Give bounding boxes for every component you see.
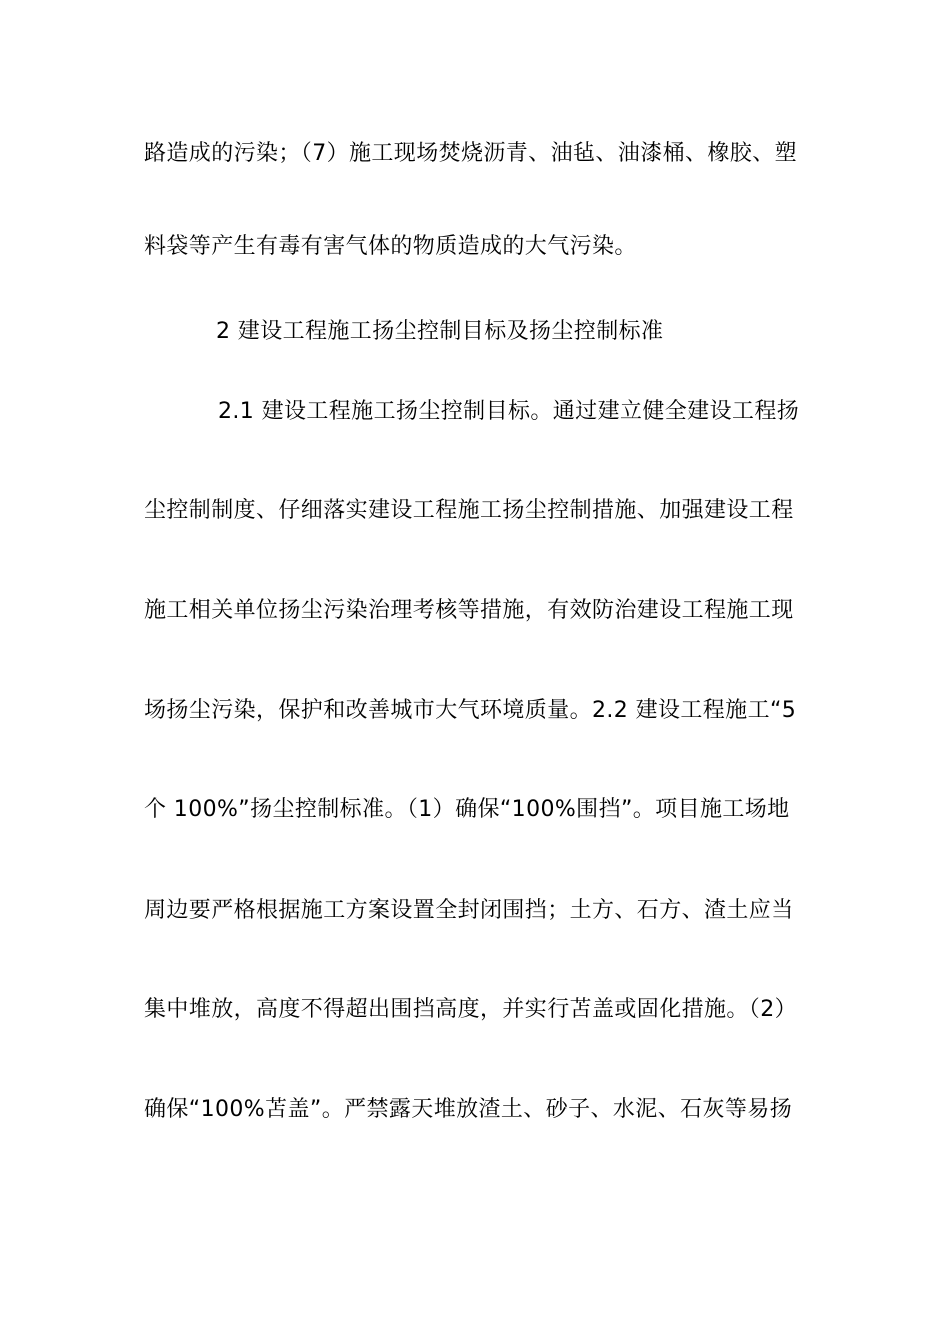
paragraph-line-7: 个 100%”扬尘控制标准。（1）确保“100%围挡”。项目施工场地 bbox=[144, 797, 790, 822]
paragraph-line-9: 集中堆放，高度不得超出围挡高度，并实行苫盖或固化措施。（2） bbox=[144, 997, 797, 1022]
paragraph-line-3: 2.1 建设工程施工扬尘控制目标。通过建立健全建设工程扬 bbox=[218, 399, 800, 424]
paragraph-line-5: 施工相关单位扬尘污染治理考核等措施，有效防治建设工程施工现 bbox=[144, 598, 794, 623]
paragraph-line-1: 路造成的污染；（7）施工现场焚烧沥青、油毡、油漆桶、橡胶、塑 bbox=[144, 141, 797, 166]
paragraph-line-2: 料袋等产生有毒有害气体的物质造成的大气污染。 bbox=[144, 234, 637, 259]
paragraph-line-6: 场扬尘污染，保护和改善城市大气环境质量。2.2 建设工程施工“5 bbox=[144, 698, 797, 723]
paragraph-line-10: 确保“100%苫盖”。严禁露天堆放渣土、砂子、水泥、石灰等易扬 bbox=[144, 1097, 793, 1122]
paragraph-line-8: 周边要严格根据施工方案设置全封闭围挡；土方、石方、渣土应当 bbox=[144, 898, 794, 923]
paragraph-line-4: 尘控制制度、仔细落实建设工程施工扬尘控制措施、加强建设工程 bbox=[144, 498, 794, 523]
section-heading: 2 建设工程施工扬尘控制目标及扬尘控制标准 bbox=[216, 319, 664, 344]
